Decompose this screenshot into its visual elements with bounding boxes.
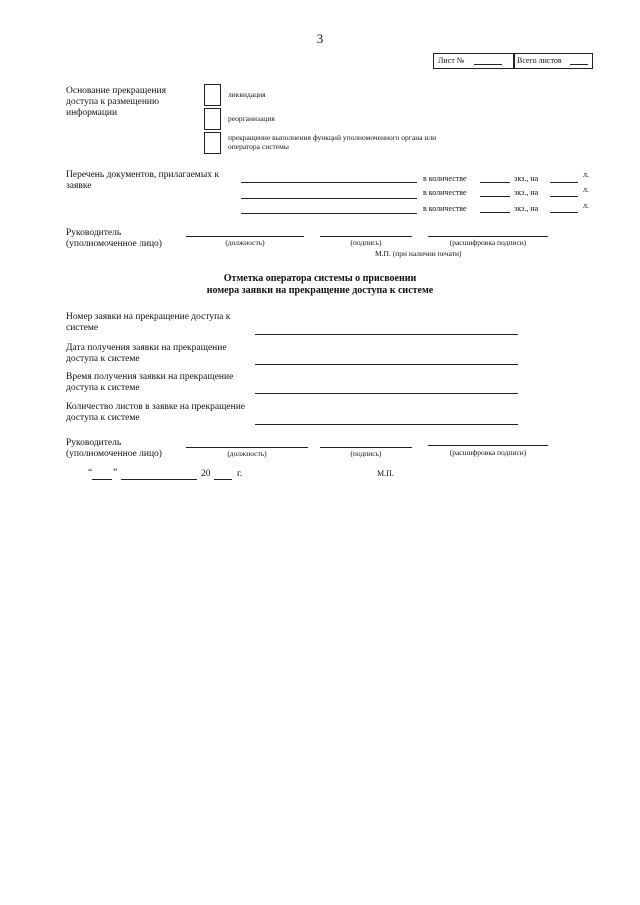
signature1-position-caption: (должность) (225, 238, 265, 247)
doc-copies-label-2: экз., на (514, 188, 539, 197)
operator-field-line-2[interactable] (255, 364, 518, 365)
total-sheets-cell[interactable] (513, 53, 593, 69)
sheet-number-cell[interactable] (433, 53, 515, 69)
document-name-line-2[interactable] (241, 198, 417, 199)
total-sheets-label: Всего листов (517, 56, 562, 65)
operator-field-line-1[interactable] (255, 334, 518, 335)
signature2-decode-line[interactable] (428, 445, 548, 446)
date-open-quote: “ (88, 468, 93, 478)
signature2-seal-caption: М.П. (377, 469, 394, 478)
page-number: 3 (316, 31, 324, 46)
option-reorganization-label: реорганизация (228, 114, 275, 123)
doc-qty-line-2[interactable] (480, 196, 510, 197)
date-close-quote: ” (113, 468, 118, 478)
operator-section-title-2: номера заявки на прекращение доступа к системе (206, 285, 434, 296)
doc-sheets-line-1[interactable] (550, 182, 578, 183)
operator-field-line-3[interactable] (255, 393, 518, 394)
signature2-position-caption: (должность) (227, 449, 267, 458)
doc-copies-label-3: экз., на (514, 204, 539, 213)
doc-sheets-line-3[interactable] (550, 212, 578, 213)
documents-label: Перечень документов, прилагаемых к заявке (66, 170, 219, 191)
checkbox-reorganization[interactable] (204, 108, 221, 130)
operator-field-label-2: Дата получения заявки на прекращение доступа к системе (66, 343, 227, 364)
sheet-number-blank (474, 64, 502, 65)
option-termination-functions-label: прекращение выполнения функций уполномоченного органа или оператора системы (228, 133, 437, 151)
operator-field-label-4: Количество листов в заявке на прекращение доступа к системе (66, 402, 246, 423)
signature1-signature-line[interactable] (320, 236, 412, 237)
sheet-number-label: Лист № (438, 56, 465, 65)
doc-qty-label-3: в количестве (423, 204, 467, 213)
doc-sheets-suffix-3: л. (583, 201, 589, 210)
checkbox-liquidation[interactable] (204, 84, 221, 106)
signature1-role: Руководитель (уполномоченное лицо) (66, 228, 162, 249)
basis-label: Основание прекращения доступа к размещению информации (66, 86, 166, 118)
signature1-decode-line[interactable] (428, 236, 548, 237)
doc-qty-line-1[interactable] (480, 182, 510, 183)
document-name-line-1[interactable] (241, 182, 417, 183)
signature2-position-line[interactable] (186, 447, 308, 448)
signature2-role: Руководитель (уполномоченное лицо) (66, 438, 162, 459)
doc-sheets-suffix-2: л. (583, 185, 589, 194)
signature2-decode-caption: (расшифровка подписи) (449, 448, 527, 457)
doc-copies-label-1: экз., на (514, 174, 539, 183)
operator-field-label-1: Номер заявки на прекращение доступа к системе (66, 312, 231, 333)
doc-sheets-line-2[interactable] (550, 196, 578, 197)
date-year-suffix: г. (237, 469, 243, 479)
checkbox-termination-functions[interactable] (204, 132, 221, 154)
total-sheets-blank (570, 64, 588, 65)
option-liquidation-label: ликвидация (228, 90, 266, 99)
doc-qty-label-2: в количестве (423, 188, 467, 197)
doc-qty-line-3[interactable] (480, 212, 510, 213)
operator-section-title-1: Отметка оператора системы о присвоении (223, 273, 417, 284)
signature2-signature-caption: (подпись) (350, 449, 382, 458)
document-name-line-3[interactable] (241, 213, 417, 214)
signature1-signature-caption: (подпись) (350, 238, 382, 247)
signature1-position-line[interactable] (186, 236, 304, 237)
operator-field-line-4[interactable] (255, 424, 518, 425)
signature2-signature-line[interactable] (320, 447, 412, 448)
date-year-prefix: 20 (201, 469, 211, 479)
doc-qty-label-1: в количестве (423, 174, 467, 183)
doc-sheets-suffix-1: л. (583, 170, 589, 179)
operator-field-label-3: Время получения заявки на прекращение доступа к системе (66, 372, 234, 393)
signature1-seal-caption: М.П. (при наличии печати) (375, 249, 462, 258)
date-month-line[interactable] (121, 479, 197, 480)
date-year-line[interactable] (214, 479, 232, 480)
date-day-line[interactable] (92, 479, 112, 480)
signature1-decode-caption: (расшифровка подписи) (449, 238, 527, 247)
